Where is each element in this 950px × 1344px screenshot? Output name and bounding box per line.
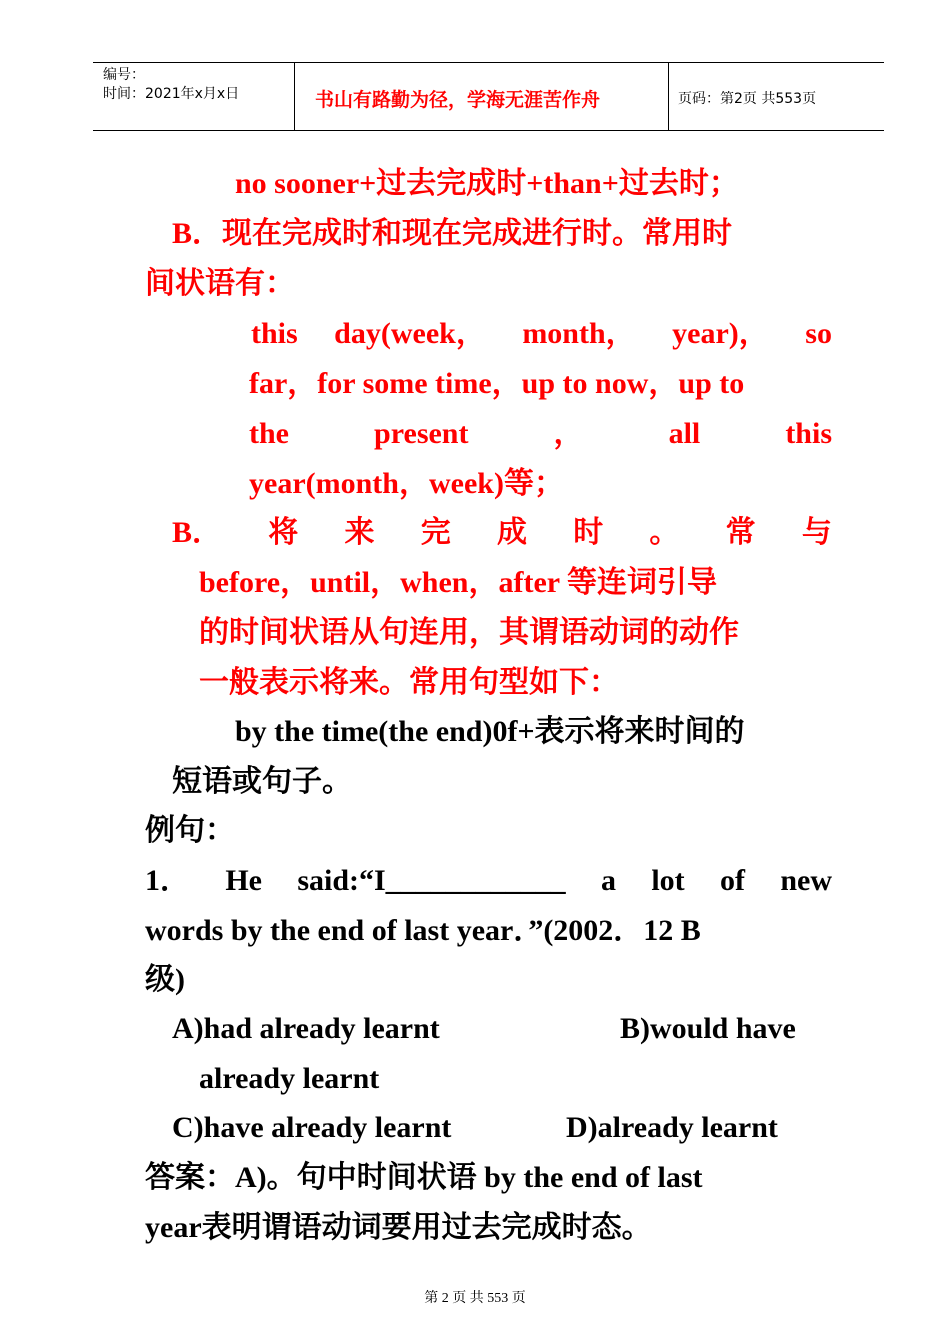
page-footer: 第 2 页 共 553 页 bbox=[424, 1291, 526, 1306]
word: present bbox=[374, 417, 469, 450]
word: He bbox=[225, 864, 262, 897]
answer-line: 答案：A)。句中时间状语 by the end of last bbox=[145, 1161, 703, 1194]
text-line bbox=[251, 314, 832, 354]
text-line: far，for some time，up to now，up to bbox=[249, 367, 745, 400]
header-page-info: 页码：第2页 共553页 bbox=[678, 91, 817, 107]
word: this bbox=[251, 317, 298, 350]
text-line: before，until，when，after 等连词引导 bbox=[199, 566, 718, 599]
word: 将 bbox=[268, 516, 299, 549]
text-line: by the time(the end)0f+表示将来时间的 bbox=[235, 715, 745, 748]
word: 来 bbox=[344, 516, 375, 549]
example-heading: 例句： bbox=[145, 814, 235, 847]
document-time: 时间：2021年x月x日 bbox=[103, 86, 240, 102]
word: 与 bbox=[801, 516, 832, 549]
page-header bbox=[93, 62, 884, 131]
text-line: 级) bbox=[145, 963, 185, 996]
word: month， bbox=[522, 317, 636, 350]
word: 成 bbox=[496, 516, 527, 549]
word: 完 bbox=[420, 516, 451, 549]
word: 。 bbox=[649, 516, 680, 549]
word: a bbox=[601, 864, 616, 897]
word: ， bbox=[553, 417, 584, 450]
word: B． bbox=[172, 516, 223, 549]
header-meta bbox=[103, 66, 239, 104]
word: said:“I____________ bbox=[297, 864, 566, 897]
header-divider bbox=[294, 63, 295, 130]
option-c: C)have already learnt bbox=[172, 1111, 452, 1144]
question-line bbox=[145, 861, 832, 901]
header-motto: 书山有路勤为径，学海无涯苦作舟 bbox=[315, 89, 601, 111]
word: of bbox=[719, 864, 745, 897]
text-line: 的时间状语从句连用，其谓语动词的动作 bbox=[199, 616, 739, 649]
document-number-label: 编号： bbox=[103, 67, 145, 83]
text-line: 间状语有： bbox=[145, 267, 295, 300]
word: lot bbox=[651, 864, 685, 897]
word: the bbox=[249, 417, 289, 450]
word: 时 bbox=[573, 516, 604, 549]
word: day(week， bbox=[334, 317, 486, 350]
word: new bbox=[780, 864, 832, 897]
option-b: B)would have bbox=[620, 1012, 796, 1045]
answer-line: year表明谓语动词要用过去完成时态。 bbox=[145, 1211, 652, 1244]
text-line bbox=[172, 513, 832, 553]
word: year)， bbox=[672, 317, 769, 350]
option-b-continued: already learnt bbox=[199, 1062, 380, 1095]
text-line: 短语或句子。 bbox=[172, 765, 352, 798]
word: all bbox=[668, 417, 701, 450]
word: 常 bbox=[725, 516, 756, 549]
text-line bbox=[249, 414, 832, 454]
header-divider bbox=[668, 63, 669, 130]
text-line: 一般表示将来。常用句型如下： bbox=[199, 666, 619, 699]
text-line: B．现在完成时和现在完成进行时。常用时 bbox=[172, 217, 733, 250]
text-line: no sooner+过去完成时+than+过去时； bbox=[235, 167, 739, 200]
text-line: year(month，week)等； bbox=[249, 467, 564, 500]
question-number: 1． bbox=[145, 864, 190, 897]
option-d: D)already learnt bbox=[566, 1111, 778, 1144]
option-a: A)had already learnt bbox=[172, 1012, 440, 1045]
word: so bbox=[805, 317, 832, 350]
text-line: words by the end of last year．”(2002．12 B bbox=[145, 914, 701, 947]
word: this bbox=[785, 417, 832, 450]
